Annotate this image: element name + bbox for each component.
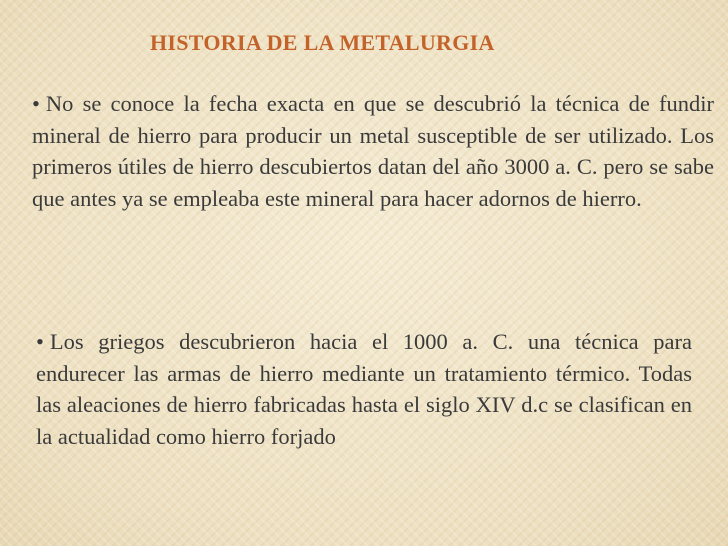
paragraph-text: Los griegos descubrieron hacia el 1000 a. C. una técnica para endurecer las armas de hierro mediante un tratamiento térmico. Todas las aleaciones de hierro fabricadas hasta el siglo XIV d.c se clasifican en la actualidad como hierro forjado [36,329,692,449]
slide-title: HISTORIA DE LA METALURGIA [150,30,495,55]
paragraph-greeks [36,326,692,452]
bullet-point: • [32,91,40,116]
paragraph-discovery [32,88,714,214]
paragraph-text: No se conoce la fecha exacta en que se descubrió la técnica de fundir mineral de hierro para producir un metal susceptible de ser utilizado. Los primeros útiles de hierro descubiertos datan del año 3000 a. C. pero se sabe que antes ya se empleaba este mineral para hacer adornos de hierro. [32,91,714,211]
bullet-point: • [36,329,44,354]
